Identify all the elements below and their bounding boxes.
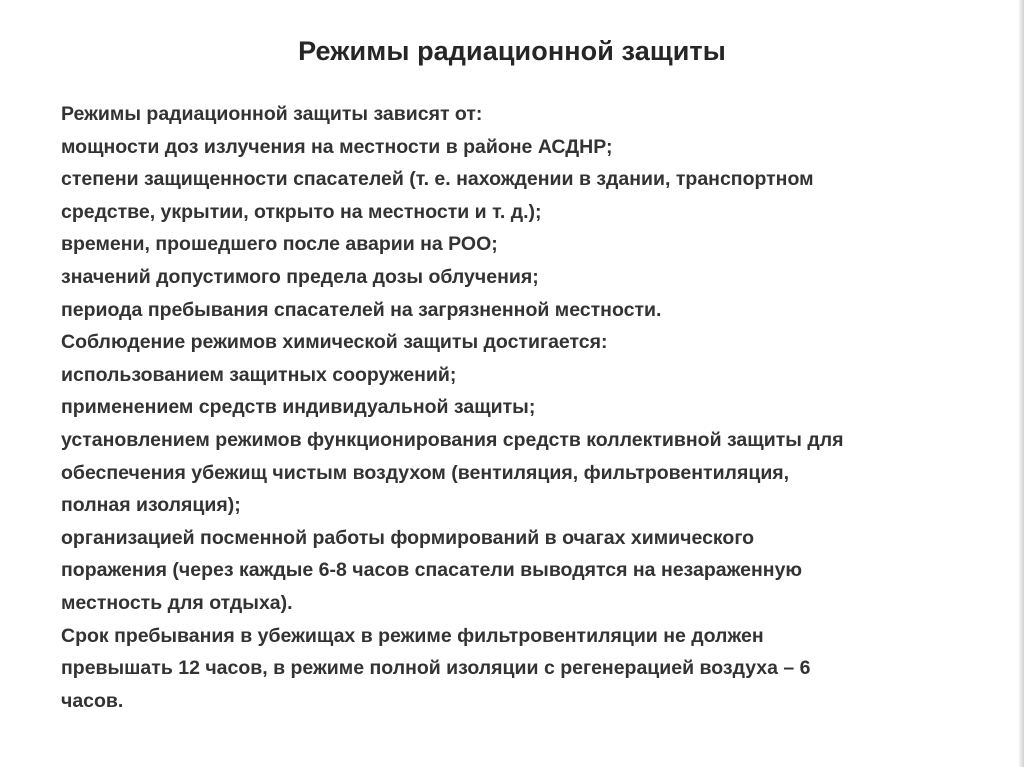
text-line: значений допустимого предела дозы облучения; — [61, 265, 539, 288]
text-line: местность для отдыха). — [61, 591, 293, 614]
text-line: Соблюдение режимов химической защиты достигается: — [61, 331, 608, 354]
text-line: обеспечения убежищ чистым воздухом (вентиляция, фильтровентиляция, — [61, 461, 790, 484]
text-line: периода пребывания спасателей на загрязненной местности. — [61, 298, 662, 321]
text-line: использованием защитных сооружений; — [61, 363, 457, 386]
text-line: организацией посменной работы формирований в очагах химического — [61, 526, 755, 549]
text-line: установлением режимов функционирования средств коллективной защиты для — [61, 428, 844, 451]
text-line: применением средств индивидуальной защиты; — [61, 396, 536, 419]
slide-edge-shadow — [1018, 0, 1024, 767]
slide-title: Режимы радиационной защиты — [298, 36, 726, 66]
text-line: мощности доз излучения на местности в районе АСДНР; — [61, 135, 613, 158]
text-line: поражения (через каждые 6-8 часов спасатели выводятся на незараженную — [61, 559, 803, 582]
text-line: Режимы радиационной защиты зависят от: — [61, 103, 483, 125]
text-line: часов. — [61, 689, 124, 712]
text-line: времени, прошедшего после аварии на РОО; — [61, 233, 498, 256]
slide-body — [61, 98, 1001, 717]
text-line: превышать 12 часов, в режиме полной изоляции с регенерацией воздуха – 6 — [61, 657, 811, 680]
text-line: полная изоляция); — [61, 494, 241, 517]
text-line: Срок пребывания в убежищах в режиме фильтровентиляции не должен — [61, 624, 764, 647]
text-line: степени защищенности спасателей (т. е. нахождении в здании, транспортном — [61, 168, 814, 191]
text-line: средстве, укрытии, открыто на местности и т. д.); — [61, 200, 542, 223]
